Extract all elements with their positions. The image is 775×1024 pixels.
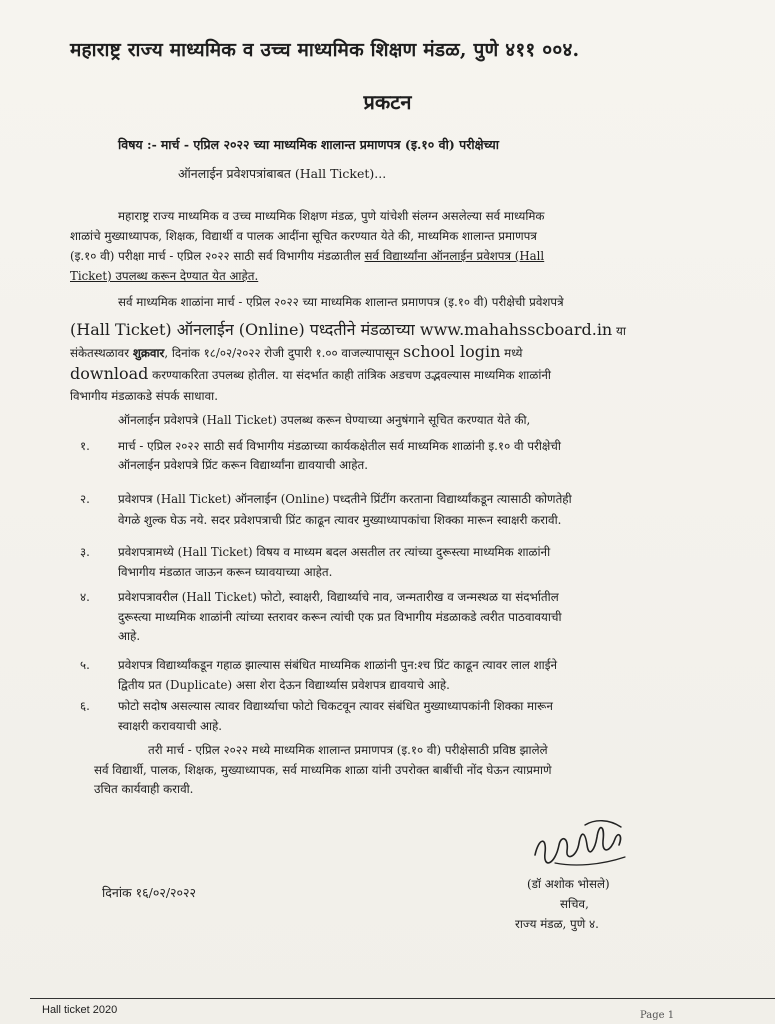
download-text: download (70, 364, 149, 383)
item-2-number: २. (80, 492, 90, 506)
para2-line4-b: करण्याकरिता उपलब्ध होतील. या संदर्भात काही तांत्रिक अडचण उद्भवल्यास माध्यमिक शाळांनी (148, 368, 551, 382)
item-1-number: १. (80, 439, 90, 453)
subject-line-1 (118, 136, 499, 153)
item-4-line2: दुरूस्त्या माध्यमिक शाळांनी त्यांच्या स्तरावर करून त्यांची एक प्रत विभागीय मंडळाकडे त्वरीत पाठवावयाची (118, 610, 562, 624)
item-5-line2: द्वितीय प्रत (Duplicate) असा शेरा देऊन विद्यार्थ्यास प्रवेशपत्र द्यावयाचे आहे. (118, 678, 450, 692)
signature-image (525, 815, 635, 877)
item-5-number: ५. (80, 658, 90, 672)
para2-line2-a: (Hall Ticket) ऑनलाईन (Online) पध्दतीने मंडळाच्या (70, 320, 420, 339)
item-6-line1: फोटो सदोष असल्यास त्यावर विद्यार्थ्याचा फोटो चिकटवून त्यावर संबंधित मुख्याध्यापकांनी शिक्का मारून (118, 699, 553, 713)
signatory-office: राज्य मंडळ, पुणे ४. (515, 917, 599, 931)
item-2-line1: प्रवेशपत्र (Hall Ticket) ऑनलाईन (Online) पध्दतीने प्रिंटींग करताना विद्यार्थ्यांकडून त्यासाठी कोणतेही (118, 492, 572, 506)
item-5-line1: प्रवेशपत्र विद्यार्थ्यांकडून गहाळ झाल्यास संबंधित माध्यमिक शाळांनी पुन:श्च प्रिंट काढून त्यावर लाल शाईने (118, 658, 558, 672)
item-6-line2: स्वाक्षरी करावयाची आहे. (118, 719, 223, 733)
para2-line3 (70, 342, 522, 361)
para1-line4: Ticket) उपलब्ध करून देण्यात येत आहेत. (70, 269, 259, 283)
item-4-number: ४. (80, 590, 90, 604)
signatory-designation: सचिव, (560, 897, 589, 911)
para1-line3-a: (इ.१० वी) परीक्षा मार्च - एप्रिल २०२२ साठी सर्व विभागीय मंडळातील (70, 249, 365, 263)
subject-label: विषय :- (118, 137, 157, 152)
para1-line3-b: सर्व विद्यार्थ्यांना ऑनलाईन प्रवेशपत्र (Hall (364, 249, 545, 263)
para1-line2: शाळांचे मुख्याध्यापक, शिक्षक, विद्यार्थी व पालक आदींना सूचित करण्यात येते की, माध्यमिक शालान्त प्रमाणपत्र (70, 229, 537, 243)
closing-line1: तरी मार्च - एप्रिल २०२२ मध्ये माध्यमिक शालान्त प्रमाणपत्र (इ.१० वी) परीक्षेसाठी प्रविष्ठ झालेले (148, 743, 548, 757)
para2-line2 (70, 318, 626, 340)
footer-label: Hall ticket 2020 (42, 1004, 118, 1016)
closing-line2: सर्व विद्यार्थी, पालक, शिक्षक, मुख्याध्यापक, सर्व माध्यमिक शाळा यांनी उपरोक्त बाबींची नोंद घेऊन त्याप्रमाणे (94, 763, 552, 777)
item-3-line2: विभागीय मंडळात जाऊन करून घ्यावयाच्या आहेत. (118, 565, 333, 579)
para2-line3-b: शुक्रवार (132, 346, 165, 360)
para2-line3-a: संकेतस्थळावर (70, 346, 133, 360)
item-4-line3: आहे. (118, 629, 141, 643)
item-1-line2: ऑनलाईन प्रवेशपत्रे प्रिंट करून विद्यार्थ्यांना द्यावयाची आहेत. (118, 458, 368, 472)
para2-line3-c: , दिनांक १८/०२/२०२२ रोजी दुपारी १.०० वाजल्यापासून (164, 346, 404, 360)
para2-line2-c: या (612, 324, 626, 338)
item-1-line1: मार्च - एप्रिल २०२२ साठी सर्व विभागीय मंडळाच्या कार्यकक्षेतील सर्व माध्यमिक शाळांनी इ.१० वी परीक्षेची (118, 439, 561, 453)
item-3-line1: प्रवेशपत्रामध्ये (Hall Ticket) विषय व माध्यम बदल असतील तर त्यांच्या दुरूस्त्या माध्यमिक शाळांनी (118, 545, 551, 559)
school-login-text: school login (403, 342, 501, 361)
subject-line-2: ऑनलाईन प्रवेशपत्रांबाबत (Hall Ticket)... (178, 166, 387, 181)
para2-line3-e: मध्ये (500, 346, 523, 360)
footer-page-label: Page 1 (640, 1010, 675, 1021)
item-4-line1: प्रवेशपत्रावरील (Hall Ticket) फोटो, स्वाक्षरी, विद्यार्थ्याचे नाव, जन्मतारीख व जन्मस्थळ या संदर्भातील (118, 590, 559, 604)
para1-line3 (70, 248, 544, 264)
subject-text-1: मार्च - एप्रिल २०२२ च्या माध्यमिक शालान्त प्रमाणपत्र (इ.१० वी) परीक्षेच्या (160, 137, 499, 152)
website-link[interactable]: www.mahahsscboard.in (419, 320, 613, 339)
signatory-name: (डॉ अशोक भोसले) (527, 877, 610, 891)
board-header: महाराष्ट्र राज्य माध्यमिक व उच्च माध्यमिक शिक्षण मंडळ, पुणे ४११ ००४. (70, 39, 580, 61)
closing-line3: उचित कार्यवाही करावी. (94, 782, 194, 796)
para1-line1: महाराष्ट्र राज्य माध्यमिक व उच्च माध्यमिक शिक्षण मंडळ, पुणे यांचेशी संलग्न असलेल्या सर्व माध्यमिक (118, 209, 545, 223)
footer-divider (30, 998, 775, 999)
item-3-number: ३. (80, 545, 90, 559)
para2-line1: सर्व माध्यमिक शाळांना मार्च - एप्रिल २०२२ च्या माध्यमिक शालान्त प्रमाणपत्र (इ.१० वी) परीक्षेची प्रवेशपत्रे (118, 295, 564, 309)
notice-date: दिनांक १६/०२/२०२२ (102, 885, 197, 900)
notice-title: प्रकटन (363, 90, 412, 114)
para2-line5: विभागीय मंडळाकडे संपर्क साधावा. (70, 389, 218, 403)
item-6-number: ६. (80, 699, 90, 713)
item-2-line2: वेगळे शुल्क घेऊ नये. सदर प्रवेशपत्राची प्रिंट काढून त्यावर मुख्याध्यापकांचा शिक्का मारून स्वाक्षरी करावी. (118, 513, 562, 527)
instructions-intro: ऑनलाईन प्रवेशपत्रे (Hall Ticket) उपलब्ध करून घेण्याच्या अनुषंगाने सूचित करण्यात येते की, (118, 413, 531, 427)
para2-line4 (70, 364, 551, 383)
